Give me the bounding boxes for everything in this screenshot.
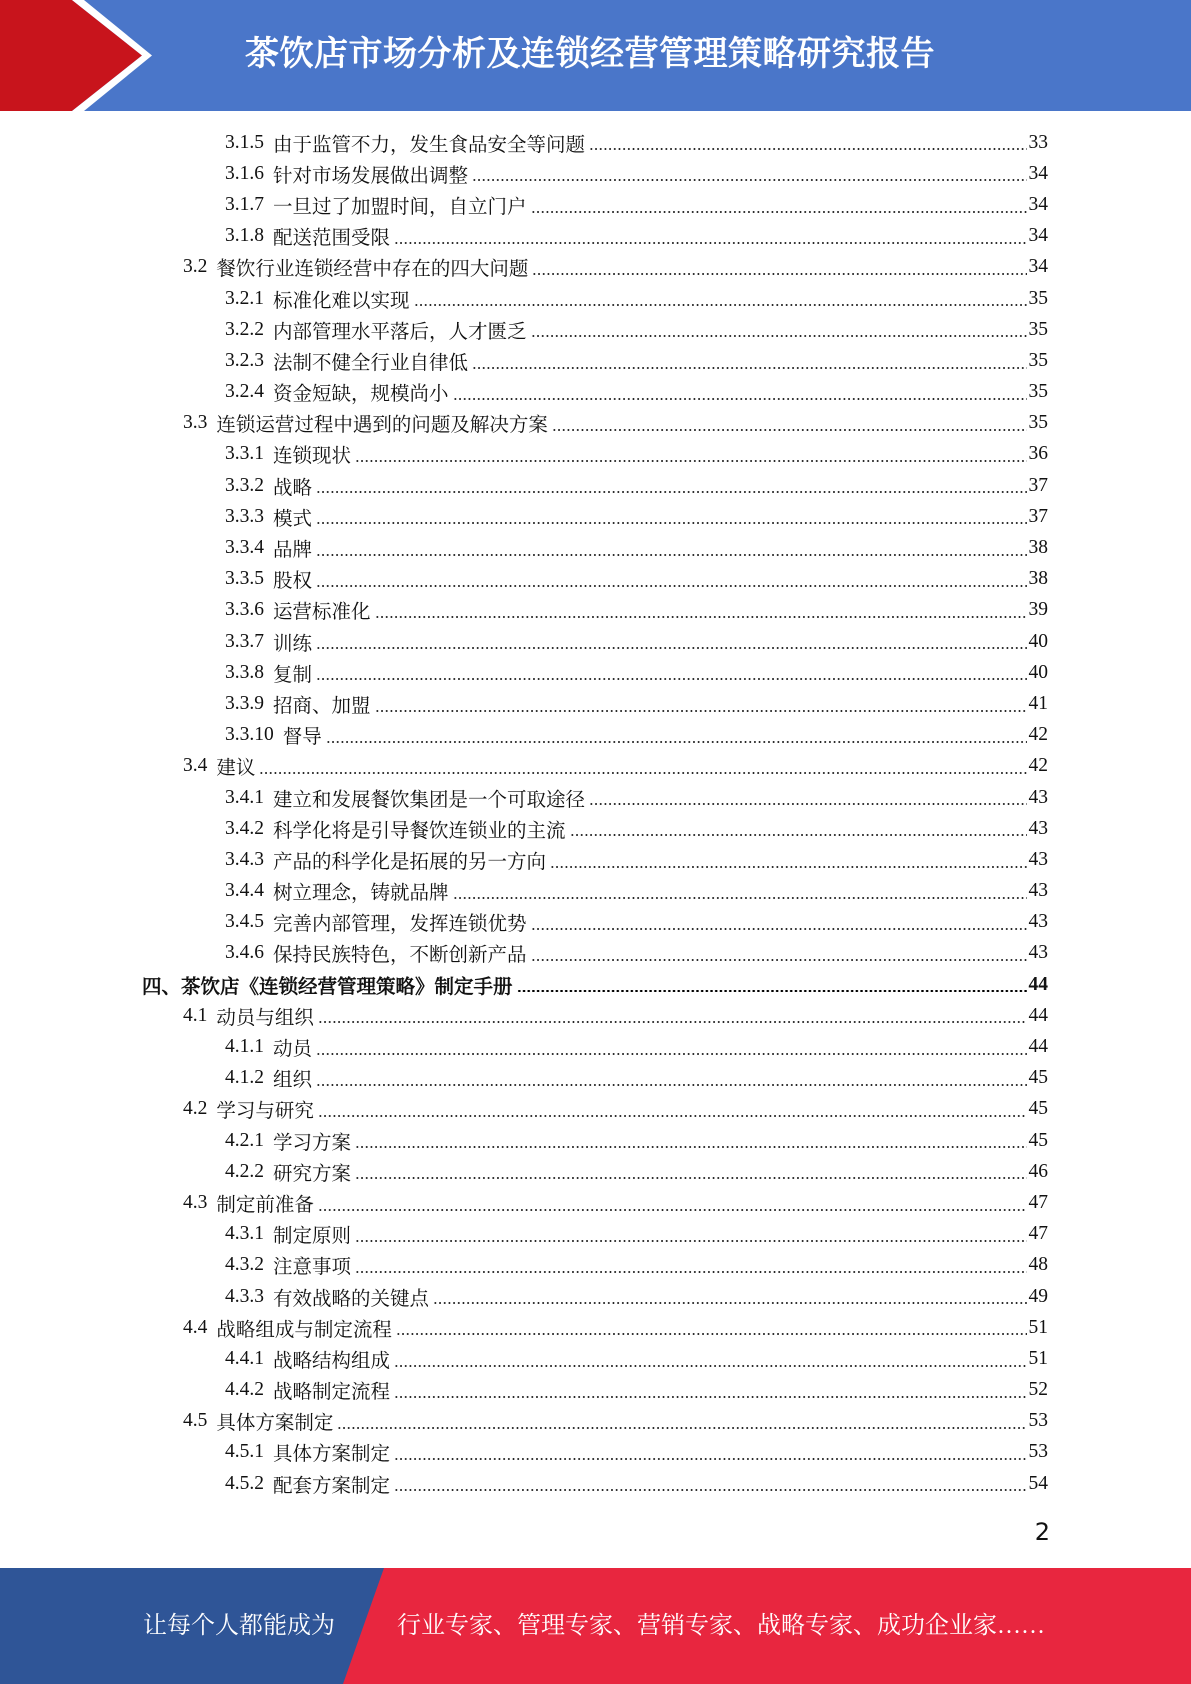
toc-entry-label: 运营标准化 — [273, 602, 371, 624]
table-of-contents — [0, 127, 1191, 1499]
toc-entry[interactable] — [0, 720, 1191, 751]
toc-entry-label: 股权 — [273, 571, 313, 593]
toc-entry-page: 44 — [1028, 1004, 1048, 1026]
footer-slogan-left: 让每个人都能成为 — [143, 1613, 335, 1639]
toc-entry[interactable] — [0, 688, 1191, 719]
toc-dot-leader — [394, 1396, 1026, 1398]
toc-dot-leader — [355, 1177, 1026, 1179]
toc-dot-leader — [375, 710, 1027, 712]
toc-entry-label: 制定原则 — [273, 1226, 352, 1248]
toc-dot-leader — [316, 522, 1026, 524]
toc-entry[interactable] — [0, 408, 1191, 439]
toc-dot-leader — [552, 429, 1027, 431]
toc-entry-page: 53 — [1028, 1441, 1048, 1463]
toc-entry-page: 34 — [1028, 162, 1048, 184]
toc-entry-number: 3.4.5 — [225, 911, 264, 933]
toc-entry-page: 35 — [1028, 412, 1048, 434]
toc-entry-number: 3.3 — [183, 412, 208, 434]
toc-entry-label: 内部管理水平落后，人才匮乏 — [273, 321, 527, 343]
toc-entry[interactable] — [0, 1156, 1191, 1187]
toc-entry-number: 4.4.2 — [225, 1379, 264, 1401]
toc-dot-leader — [453, 398, 1027, 400]
toc-entry[interactable] — [0, 532, 1191, 563]
toc-entry-label: 动员与组织 — [216, 1007, 314, 1029]
toc-entry-page: 34 — [1028, 193, 1048, 215]
toc-entry-page: 51 — [1028, 1347, 1048, 1369]
toc-entry-page: 47 — [1028, 1223, 1048, 1245]
toc-entry-page: 51 — [1028, 1316, 1048, 1338]
toc-entry-label: 建立和发展餐饮集团是一个可取途径 — [273, 789, 586, 811]
toc-entry-page: 42 — [1028, 755, 1048, 777]
toc-dot-leader — [531, 335, 1027, 337]
toc-dot-leader — [414, 304, 1027, 306]
toc-entry-number: 3.3.8 — [225, 661, 264, 683]
toc-entry-page: 46 — [1028, 1160, 1048, 1182]
toc-entry-number: 3.4.4 — [225, 880, 264, 902]
toc-entry[interactable] — [0, 189, 1191, 220]
toc-entry-number: 3.3.7 — [225, 630, 264, 652]
toc-dot-leader — [472, 179, 1026, 181]
toc-dot-leader — [355, 1240, 1026, 1242]
toc-dot-leader — [318, 1021, 1027, 1023]
toc-entry-label: 由于监管不力，发生食品安全等问题 — [273, 134, 586, 156]
toc-entry-number: 4.2.2 — [225, 1160, 264, 1182]
toc-entry[interactable] — [0, 1031, 1191, 1062]
toc-entry-number: 3.4.1 — [225, 786, 264, 808]
toc-entry-label: 科学化将是引导餐饮连锁业的主流 — [273, 820, 566, 842]
toc-entry-label: 具体方案制定 — [273, 1444, 391, 1466]
toc-entry-label: 招商、加盟 — [273, 695, 371, 717]
toc-dot-leader — [355, 1146, 1026, 1148]
toc-entry[interactable] — [0, 283, 1191, 314]
toc-entry-page: 45 — [1028, 1067, 1048, 1089]
toc-entry-page: 43 — [1028, 880, 1048, 902]
toc-dot-leader — [316, 585, 1026, 587]
toc-entry[interactable] — [0, 1468, 1191, 1499]
toc-entry[interactable] — [0, 314, 1191, 345]
toc-entry-label: 学习方案 — [273, 1132, 352, 1154]
toc-dot-leader — [316, 647, 1026, 649]
toc-dot-leader — [394, 1365, 1026, 1367]
toc-entry[interactable] — [0, 751, 1191, 782]
toc-entry-number: 3.2.2 — [225, 318, 264, 340]
toc-entry[interactable] — [0, 1437, 1191, 1468]
toc-dot-leader — [316, 491, 1026, 493]
toc-entry-number: 3.4 — [183, 755, 208, 777]
toc-entry-number: 3.1.5 — [225, 131, 264, 153]
toc-entry-number: 3.1.8 — [225, 225, 264, 247]
toc-entry[interactable] — [0, 1187, 1191, 1218]
toc-entry-number: 3.2.3 — [225, 349, 264, 371]
toc-dot-leader — [517, 990, 1027, 992]
toc-entry-label: 针对市场发展做出调整 — [273, 165, 469, 187]
page-header — [0, 0, 1191, 111]
toc-entry-label: 保持民族特色，不断创新产品 — [273, 945, 527, 967]
toc-entry-label: 战略结构组成 — [273, 1350, 391, 1372]
toc-dot-leader — [337, 1427, 1026, 1429]
toc-entry-label: 动员 — [273, 1039, 313, 1061]
toc-entry[interactable] — [0, 345, 1191, 376]
toc-entry[interactable] — [0, 876, 1191, 907]
toc-dot-leader — [316, 1053, 1026, 1055]
toc-entry-label: 餐饮行业连锁经营中存在的四大问题 — [216, 259, 529, 281]
toc-entry[interactable] — [0, 969, 1191, 1000]
toc-entry-page: 45 — [1028, 1129, 1048, 1151]
toc-entry-page: 49 — [1028, 1285, 1048, 1307]
toc-entry[interactable] — [0, 1063, 1191, 1094]
toc-entry-number: 4.1.1 — [225, 1036, 264, 1058]
toc-entry-number: 3.1.6 — [225, 162, 264, 184]
toc-dot-leader — [394, 1458, 1026, 1460]
toc-entry-label: 连锁现状 — [273, 446, 352, 468]
toc-entry-label: 具体方案制定 — [216, 1413, 334, 1435]
toc-entry-label: 连锁运营过程中遇到的问题及解决方案 — [216, 415, 548, 437]
toc-dot-leader — [433, 1302, 1026, 1304]
toc-entry-page: 37 — [1028, 505, 1048, 527]
toc-entry-number: 3.2.1 — [225, 287, 264, 309]
toc-dot-leader — [531, 928, 1027, 930]
toc-entry-page: 35 — [1028, 381, 1048, 403]
toc-entry-page: 42 — [1028, 724, 1048, 746]
toc-entry-page: 41 — [1028, 692, 1048, 714]
page-footer — [0, 1568, 1191, 1684]
toc-entry-number: 3.3.9 — [225, 692, 264, 714]
toc-entry[interactable] — [0, 1219, 1191, 1250]
toc-dot-leader — [355, 460, 1026, 462]
toc-entry-label: 战略制定流程 — [273, 1382, 391, 1404]
toc-entry-page: 34 — [1028, 225, 1048, 247]
toc-entry-number: 4.1.2 — [225, 1067, 264, 1089]
toc-entry-number: 4.3 — [183, 1191, 208, 1213]
toc-entry-number: 3.3.4 — [225, 537, 264, 559]
toc-entry-label: 配送范围受限 — [273, 228, 391, 250]
toc-dot-leader — [472, 367, 1026, 369]
toc-dot-leader — [318, 1209, 1027, 1211]
toc-dot-leader — [570, 834, 1027, 836]
toc-entry[interactable] — [0, 1250, 1191, 1281]
toc-entry-label: 督导 — [282, 727, 322, 749]
toc-entry[interactable] — [0, 657, 1191, 688]
toc-entry[interactable] — [0, 1281, 1191, 1312]
toc-entry-label: 制定前准备 — [216, 1194, 314, 1216]
toc-entry-label: 四、茶饮店《连锁经营管理策略》制定手册 — [142, 976, 513, 998]
toc-entry-page: 35 — [1028, 349, 1048, 371]
toc-entry[interactable] — [0, 564, 1191, 595]
toc-entry[interactable] — [0, 1000, 1191, 1031]
toc-entry-page: 39 — [1028, 599, 1048, 621]
toc-entry-label: 一旦过了加盟时间，自立门户 — [273, 196, 527, 218]
toc-entry[interactable] — [0, 1094, 1191, 1125]
toc-dot-leader — [550, 866, 1026, 868]
toc-entry[interactable] — [0, 1125, 1191, 1156]
toc-entry[interactable] — [0, 938, 1191, 969]
toc-entry-page: 43 — [1028, 786, 1048, 808]
toc-dot-leader — [375, 616, 1027, 618]
toc-entry-page: 43 — [1028, 817, 1048, 839]
toc-entry-label: 建议 — [216, 758, 256, 780]
toc-entry-label: 完善内部管理，发挥连锁优势 — [273, 914, 527, 936]
toc-entry[interactable] — [0, 221, 1191, 252]
toc-entry-label: 训练 — [273, 633, 313, 655]
toc-entry-page: 40 — [1028, 661, 1048, 683]
toc-entry-number: 3.4.6 — [225, 942, 264, 964]
toc-entry-number: 4.2.1 — [225, 1129, 264, 1151]
toc-entry[interactable] — [0, 158, 1191, 189]
toc-entry-page: 43 — [1028, 911, 1048, 933]
toc-entry-page: 38 — [1028, 537, 1048, 559]
document-title: 茶饮店市场分析及连锁经营管理策略研究报告 — [245, 34, 935, 74]
toc-entry-number: 4.3.1 — [225, 1223, 264, 1245]
toc-entry-page: 48 — [1028, 1254, 1048, 1276]
toc-dot-leader — [316, 678, 1026, 680]
toc-entry-page: 33 — [1028, 131, 1048, 153]
toc-entry-page: 34 — [1028, 256, 1048, 278]
toc-entry-number: 3.4.3 — [225, 848, 264, 870]
toc-entry-label: 复制 — [273, 664, 313, 686]
toc-entry-label: 学习与研究 — [216, 1101, 314, 1123]
toc-entry-number: 4.5.2 — [225, 1472, 264, 1494]
toc-entry[interactable] — [0, 844, 1191, 875]
toc-entry-page: 47 — [1028, 1191, 1048, 1213]
toc-entry-number: 4.3.2 — [225, 1254, 264, 1276]
toc-entry-page: 35 — [1028, 287, 1048, 309]
toc-entry-label: 配套方案制定 — [273, 1475, 391, 1497]
toc-entry-number: 3.3.6 — [225, 599, 264, 621]
toc-entry[interactable] — [0, 782, 1191, 813]
toc-entry-number: 3.3.10 — [225, 724, 274, 746]
toc-entry-page: 54 — [1028, 1472, 1048, 1494]
toc-dot-leader — [531, 211, 1027, 213]
toc-entry-label: 产品的科学化是拓展的另一方向 — [273, 851, 547, 873]
toc-entry-label: 资金短缺，规模尚小 — [273, 384, 449, 406]
toc-entry[interactable] — [0, 252, 1191, 283]
toc-entry-number: 3.3.5 — [225, 568, 264, 590]
toc-dot-leader — [589, 148, 1026, 150]
toc-entry[interactable] — [0, 501, 1191, 532]
toc-entry-page: 36 — [1028, 443, 1048, 465]
toc-dot-leader — [355, 1271, 1026, 1273]
toc-dot-leader — [316, 554, 1026, 556]
toc-entry[interactable] — [0, 1406, 1191, 1437]
toc-entry-label: 注意事项 — [273, 1257, 352, 1279]
toc-entry-label: 战略组成与制定流程 — [216, 1319, 392, 1341]
toc-dot-leader — [318, 1115, 1027, 1117]
toc-entry-page: 52 — [1028, 1379, 1048, 1401]
toc-dot-leader — [394, 242, 1026, 244]
toc-entry-number: 3.3.2 — [225, 474, 264, 496]
toc-entry[interactable] — [0, 439, 1191, 470]
toc-entry-number: 4.4.1 — [225, 1347, 264, 1369]
toc-entry-label: 组织 — [273, 1070, 313, 1092]
toc-dot-leader — [316, 1084, 1026, 1086]
toc-entry-page: 53 — [1028, 1410, 1048, 1432]
toc-entry-number: 3.1.7 — [225, 193, 264, 215]
toc-dot-leader — [394, 1489, 1026, 1491]
toc-entry-label: 模式 — [273, 508, 313, 530]
toc-entry-label: 法制不健全行业自律低 — [273, 352, 469, 374]
toc-entry[interactable] — [0, 377, 1191, 408]
toc-dot-leader — [532, 273, 1026, 275]
toc-entry[interactable] — [0, 1312, 1191, 1343]
toc-entry-number: 3.2 — [183, 256, 208, 278]
toc-dot-leader — [531, 959, 1027, 961]
toc-entry-label: 树立理念，铸就品牌 — [273, 883, 449, 905]
toc-entry-page: 43 — [1028, 942, 1048, 964]
toc-entry-page: 44 — [1028, 973, 1048, 995]
toc-dot-leader — [589, 803, 1026, 805]
toc-entry-label: 有效战略的关键点 — [273, 1288, 430, 1310]
toc-entry-number: 3.3.1 — [225, 443, 264, 465]
toc-entry-number: 4.5.1 — [225, 1441, 264, 1463]
toc-entry-number: 4.2 — [183, 1098, 208, 1120]
toc-entry-page: 40 — [1028, 630, 1048, 652]
toc-dot-leader — [396, 1333, 1027, 1335]
toc-entry-number: 4.4 — [183, 1316, 208, 1338]
toc-entry-page: 35 — [1028, 318, 1048, 340]
toc-entry-number: 3.3.3 — [225, 505, 264, 527]
footer-slogan-right: 行业专家、管理专家、营销专家、战略专家、成功企业家…… — [397, 1613, 1045, 1639]
toc-entry-number: 4.5 — [183, 1410, 208, 1432]
toc-entry-page: 45 — [1028, 1098, 1048, 1120]
page-number: 2 — [1034, 1518, 1050, 1546]
header-red-arrow — [0, 0, 142, 111]
toc-dot-leader — [326, 741, 1027, 743]
toc-dot-leader — [259, 772, 1026, 774]
toc-dot-leader — [453, 897, 1027, 899]
toc-entry-number: 3.4.2 — [225, 817, 264, 839]
toc-entry[interactable] — [0, 470, 1191, 501]
toc-entry-page: 38 — [1028, 568, 1048, 590]
toc-entry-page: 43 — [1028, 848, 1048, 870]
toc-entry-number: 3.2.4 — [225, 381, 264, 403]
toc-entry-number: 4.3.3 — [225, 1285, 264, 1307]
toc-entry-label: 标准化难以实现 — [273, 290, 410, 312]
toc-entry-label: 研究方案 — [273, 1163, 352, 1185]
toc-entry[interactable] — [0, 1375, 1191, 1406]
toc-entry-page: 37 — [1028, 474, 1048, 496]
toc-entry-label: 品牌 — [273, 540, 313, 562]
toc-entry-number: 4.1 — [183, 1004, 208, 1026]
toc-entry-page: 44 — [1028, 1036, 1048, 1058]
toc-entry[interactable] — [0, 595, 1191, 626]
toc-entry-label: 战略 — [273, 477, 313, 499]
toc-entry[interactable] — [0, 127, 1191, 158]
toc-entry[interactable] — [0, 813, 1191, 844]
toc-entry[interactable] — [0, 907, 1191, 938]
toc-entry[interactable] — [0, 1343, 1191, 1374]
toc-entry[interactable] — [0, 626, 1191, 657]
